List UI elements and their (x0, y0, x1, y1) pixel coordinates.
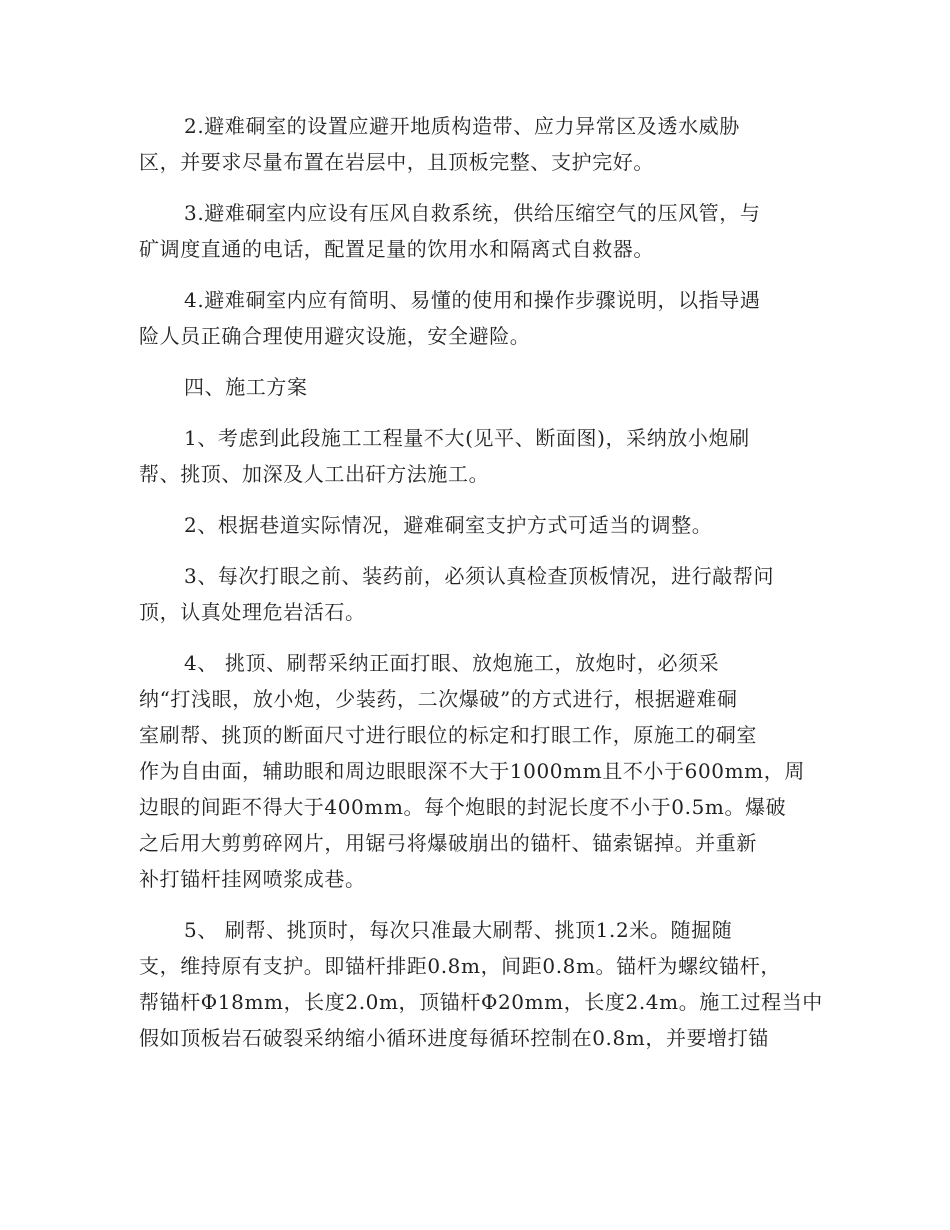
paragraph-line: 2、根据巷道实际情况，避难硐室支护方式可适当的调整。 (184, 513, 713, 537)
paragraph-construction-method (139, 420, 809, 492)
paragraph-blasting-procedure (139, 645, 809, 897)
paragraph-line: 帮、挑顶、加深及人工出矸方法施工。 (139, 462, 490, 486)
paragraph-line: 3、每次打眼之前、装药前，必须认真检查顶板情况，进行敲帮问 (184, 564, 775, 588)
section-heading-text: 四、施工方案 (184, 375, 308, 399)
paragraph-line: 补打锚杆挂网喷浆成巷。 (139, 867, 366, 891)
paragraph-roof-inspection (139, 558, 809, 630)
paragraph-line: 5、 刷帮、挑顶时，每次只准最大刷帮、挑顶1.2米。随掘随 (184, 918, 733, 942)
paragraph-line: 帮锚杆Φ18mm，长度2.0m，顶锚杆Φ20mm，长度2.4m。施工过程当中 (139, 990, 823, 1014)
paragraph-line: 假如顶板岩石破裂采纳缩小循环进度每循环控制在0.8m，并要增打锚 (139, 1026, 769, 1050)
paragraph-line: 支，维持原有支护。即锚杆排距0.8m，间距0.8m。锚杆为螺纹锚杆， (139, 954, 781, 978)
paragraph-line: 纳“打浅眼，放小炮，少装药，二次爆破”的方式进行，根据避难硐 (139, 687, 738, 711)
paragraph-line: 边眼的间距不得大于400mm。每个炮眼的封泥长度不小于0.5m。爆破 (139, 795, 787, 819)
paragraph-line: 作为自由面，辅助眼和周边眼眼深不大于1000mm且不小于600mm，周 (139, 759, 805, 783)
paragraph-line: 4、 挑顶、刷帮采纳正面打眼、放炮施工，放炮时，必须采 (184, 651, 720, 675)
paragraph-line: 顶，认真处理危岩活石。 (139, 600, 366, 624)
paragraph-excavation-support (139, 912, 823, 1056)
paragraph-line: 4.避难硐室内应有简明、易懂的使用和操作步骤说明，以指导遇 (184, 288, 761, 312)
paragraph-line: 室刷帮、挑顶的断面尺寸进行眼位的标定和打眼工作，原施工的硐室 (139, 723, 757, 747)
paragraph-line: 区，并要求尽量布置在岩层中，且顶板完整、支护完好。 (139, 150, 654, 174)
section-heading (139, 369, 809, 405)
paragraph-line: 险人员正确合理使用避灾设施，安全避险。 (139, 324, 531, 348)
paragraph-support-adjustment (139, 507, 809, 543)
paragraph-line: 矿调度直通的电话，配置足量的饮用水和隔离式自救器。 (139, 237, 654, 261)
paragraph-line: 之后用大剪剪碎网片，用锯弓将爆破崩出的锚杆、锚索锯掉。并重新 (139, 831, 757, 855)
paragraph-line: 3.避难硐室内应设有压风自救系统，供给压缩空气的压风管，与 (184, 201, 761, 225)
paragraph-refuge-instructions (139, 282, 809, 354)
paragraph-line: 2.避难硐室的设置应避开地质构造带、应力异常区及透水威胁 (184, 114, 740, 138)
document-body (139, 108, 823, 1071)
paragraph-refuge-equipment (139, 195, 809, 267)
paragraph-refuge-location (139, 108, 809, 180)
paragraph-line: 1、考虑到此段施工工程量不大(见平、断面图)，采纳放小炮刷 (184, 426, 750, 450)
